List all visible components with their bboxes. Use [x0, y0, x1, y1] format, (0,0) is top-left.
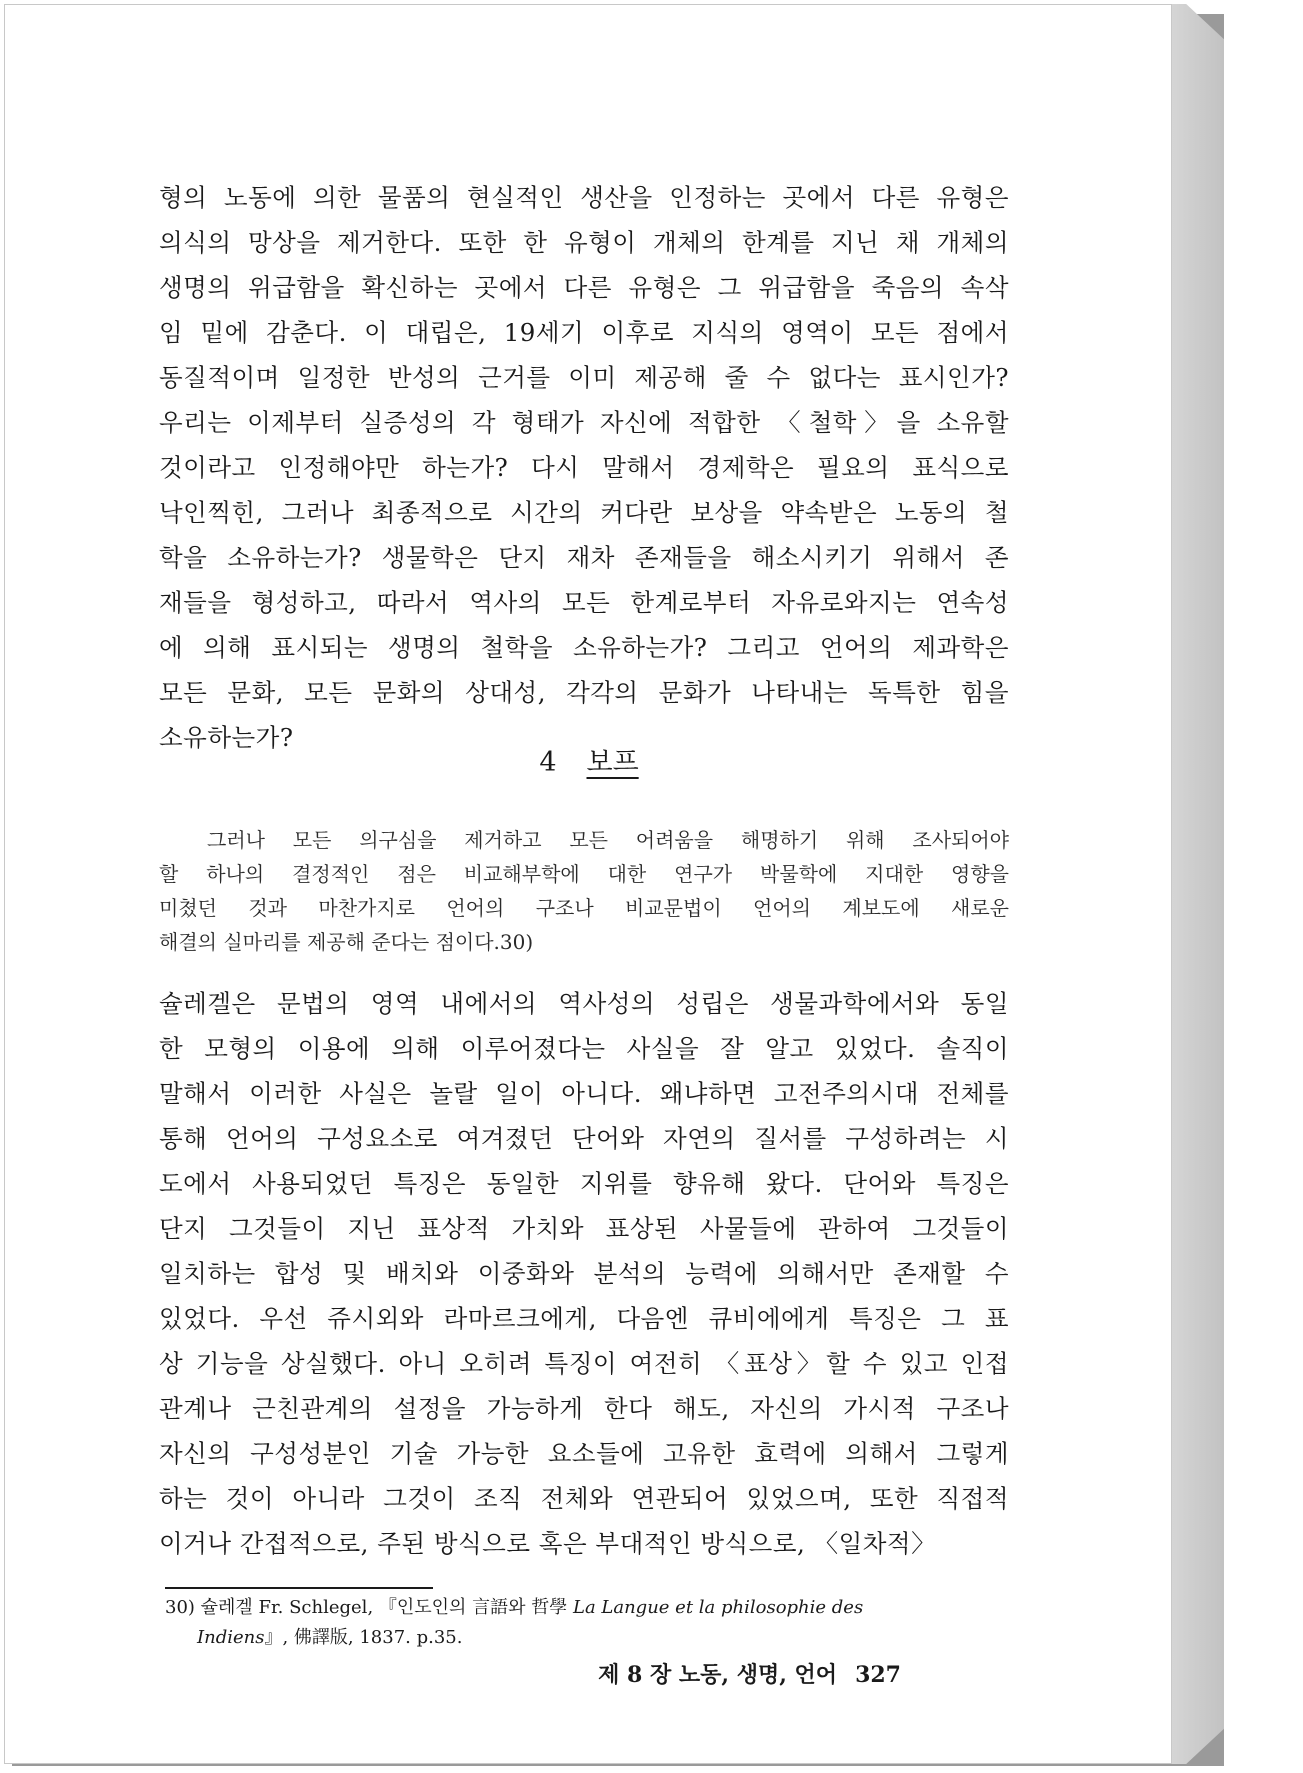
paragraph-2-line: 한 모형의 이용에 의해 이루어졌다는 사실을 잘 알고 있었다. 솔직이 [159, 1034, 1009, 1063]
paragraph-1-line: 임 밑에 감춘다. 이 대립은, 19세기 이후로 지식의 영역이 모든 점에서 [159, 318, 1009, 347]
footnote-suffix: 』, 佛譯版, 1837. p.35. [264, 1627, 463, 1648]
footnote-rule [165, 1587, 433, 1589]
paragraph-1-line: 것이라고 인정해야만 하는가? 다시 말해서 경제학은 필요의 표식으로 [159, 453, 1009, 482]
paragraph-1-line: 모든 문화, 모든 문화의 상대성, 각각의 문화가 나타내는 독특한 힘을 [159, 678, 1009, 707]
paragraph-1-line: 학을 소유하는가? 생물학은 단지 재차 존재들을 해소시키기 위해서 존 [159, 543, 1009, 572]
paragraph-1-line: 동질적이며 일정한 반성의 근거를 이미 제공해 줄 수 없다는 표시인가? [159, 363, 1009, 392]
paragraph-2 [159, 981, 1009, 1566]
paragraph-2-line: 슐레겔은 문법의 영역 내에서의 역사성의 성립은 생물과학에서와 동일 [159, 989, 1009, 1018]
book-page [4, 4, 1172, 1764]
footnote [165, 1593, 1005, 1653]
page-edge [1170, 4, 1224, 1764]
paragraph-1-line: 소유하는가? [159, 723, 294, 752]
paragraph-1-line: 낙인찍힌, 그러나 최종적으로 시간의 커다란 보상을 약속받은 노동의 철 [159, 498, 1009, 527]
paragraph-1-line: 의식의 망상을 제거한다. 또한 한 유형이 개체의 한계를 지닌 채 개체의 [159, 228, 1009, 257]
paragraph-2-line: 도에서 사용되었던 특징은 동일한 지위를 향유해 왔다. 단어와 특징은 [159, 1169, 1009, 1198]
page-footer [598, 1658, 901, 1689]
footnote-title-italic-1: La Langue et la philosophie des [573, 1597, 864, 1618]
paragraph-1-line: 생명의 위급함을 확신하는 곳에서 다른 유형은 그 위급함을 죽음의 속삭 [159, 273, 1009, 302]
paragraph-2-line: 관계나 근친관계의 설정을 가능하게 한다 해도, 자신의 가시적 구조나 [159, 1394, 1009, 1423]
paragraph-2-line: 상 기능을 상실했다. 아니 오히려 특징이 여전히 〈표상〉할 수 있고 인접 [159, 1349, 1009, 1378]
paragraph-1 [159, 175, 1009, 760]
paragraph-1-line: 재들을 형성하고, 따라서 역사의 모든 한계로부터 자유로와지는 연속성 [159, 588, 1009, 617]
paragraph-2-line: 하는 것이 아니라 그것이 조직 전체와 연관되어 있었으며, 또한 직접적 [159, 1484, 1009, 1513]
paragraph-2-line: 통해 언어의 구성요소로 여겨졌던 단어와 자연의 질서를 구성하려는 시 [159, 1124, 1009, 1153]
paragraph-2-line: 단지 그것들이 지닌 표상적 가치와 표상된 사물들에 관하여 그것들이 [159, 1214, 1009, 1243]
section-title: 보프 [586, 747, 639, 778]
paragraph-2-line: 자신의 구성성분인 기술 가능한 요소들에 고유한 효력에 의해서 그렇게 [159, 1439, 1009, 1468]
paragraph-2-line: 이거나 간접적으로, 주된 방식으로 혹은 부대적인 방식으로, 〈일차적〉 [159, 1529, 937, 1558]
quote-line: 할 하나의 결정적인 점은 비교해부학에 대한 연구가 박물학에 지대한 영향을 [159, 862, 1009, 886]
section-number: 4 [539, 747, 557, 778]
footnote-prefix: 30) 슐레겔 Fr. Schlegel, 『인도인의 言語와 哲學 [165, 1597, 573, 1618]
paragraph-1-line: 형의 노동에 의한 물품의 현실적인 생산을 인정하는 곳에서 다른 유형은 [159, 183, 1009, 212]
quote-line: 해결의 실마리를 제공해 준다는 점이다.30) [159, 930, 534, 954]
paragraph-2-line: 말해서 이러한 사실은 놀랄 일이 아니다. 왜냐하면 고전주의시대 전체를 [159, 1079, 1009, 1108]
paragraph-2-line: 일치하는 합성 및 배치와 이중화와 분석의 능력에 의해서만 존재할 수 [159, 1259, 1009, 1288]
footnote-line-2 [165, 1623, 1005, 1653]
footnote-line-1 [165, 1593, 1005, 1623]
quote-line: 미쳤던 것과 마찬가지로 언어의 구조나 비교문법이 언어의 계보도에 새로운 [159, 896, 1009, 920]
paragraph-1-line: 에 의해 표시되는 생명의 철학을 소유하는가? 그리고 언어의 제과학은 [159, 633, 1009, 662]
page-number: 327 [855, 1662, 901, 1688]
block-quote [159, 823, 1009, 959]
paragraph-2-line: 있었다. 우선 쥬시외와 라마르크에게, 다음엔 큐비에에게 특징은 그 표 [159, 1304, 1009, 1333]
footnote-title-italic-2: Indiens [197, 1627, 265, 1648]
section-heading [5, 740, 1173, 779]
running-footer-chapter: 제 8 장 노동, 생명, 언어 [598, 1662, 838, 1688]
paragraph-1-line: 우리는 이제부터 실증성의 각 형태가 자신에 적합한 〈철학〉을 소유할 [159, 408, 1009, 437]
quote-line: 그러나 모든 의구심을 제거하고 모든 어려움을 해명하기 위해 조사되어야 [207, 828, 1009, 852]
